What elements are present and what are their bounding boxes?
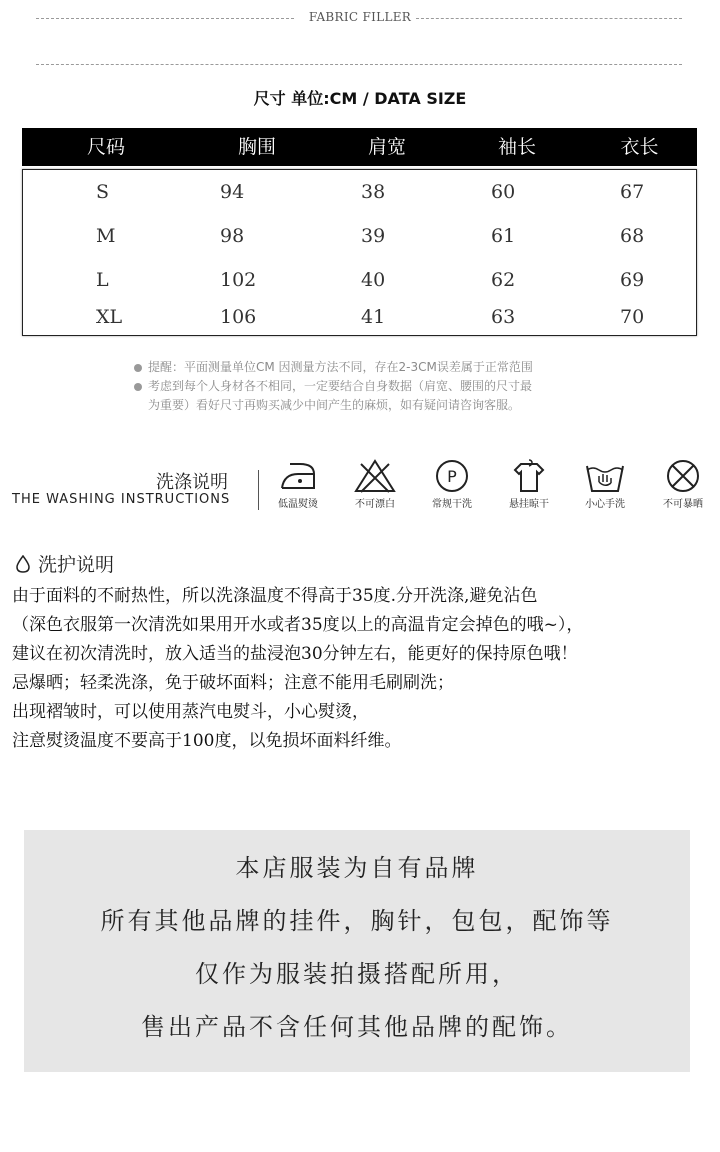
table-cell: 70 bbox=[620, 306, 645, 328]
wash-symbol bbox=[648, 458, 718, 518]
wash-symbol bbox=[263, 458, 333, 518]
care-line: 由于面料的不耐热性，所以洗涤温度不得高于35度.分开洗涤,避免沾色 bbox=[12, 586, 538, 606]
brand-line: 所有其他品牌的挂件，胸针，包包，配饰等 bbox=[100, 907, 614, 935]
table-cell: 94 bbox=[220, 181, 245, 203]
table-cell: XL bbox=[96, 306, 123, 328]
wash-symbol bbox=[494, 458, 564, 518]
note-item bbox=[132, 358, 602, 377]
table-cell: 38 bbox=[361, 181, 386, 203]
wash-label: 常规干洗 bbox=[432, 499, 472, 510]
care-line: 出现褶皱时，可以使用蒸汽电熨斗，小心熨烫， bbox=[12, 702, 369, 722]
table-row bbox=[23, 218, 696, 254]
note-text: 提醒：平面测量单位CM 因测量方法不同，存在2-3CM误差属于正常范围 bbox=[148, 360, 533, 374]
header-shoulder: 肩宽 bbox=[367, 136, 406, 158]
table-cell: 61 bbox=[491, 225, 516, 247]
bullet-icon bbox=[134, 383, 142, 391]
header-sleeve: 袖长 bbox=[497, 136, 536, 158]
care-line: 建议在初次清洗时，放入适当的盐浸泡30分钟左右，能更好的保持原色哦！ bbox=[12, 644, 578, 664]
table-row bbox=[23, 174, 696, 210]
table-cell: 60 bbox=[491, 181, 516, 203]
table-cell: 63 bbox=[491, 306, 516, 328]
table-cell: 39 bbox=[361, 225, 386, 247]
wash-label: 悬挂晾干 bbox=[509, 499, 549, 510]
wash-label: 不可暴晒 bbox=[663, 499, 703, 510]
wash-label: 不可漂白 bbox=[355, 499, 395, 510]
washing-title-cn: 洗涤说明 bbox=[156, 472, 228, 493]
care-line: 忌爆晒；轻柔洗涤，免于破坏面料；注意不能用毛刷刷洗； bbox=[12, 673, 454, 693]
washing-title-en: THE WASHING INSTRUCTIONS bbox=[12, 492, 231, 507]
svg-text:P: P bbox=[447, 467, 457, 486]
fabric-header bbox=[0, 8, 720, 30]
hang-dry-icon bbox=[507, 458, 551, 494]
wash-symbol bbox=[417, 458, 487, 518]
header-chest: 胸围 bbox=[237, 136, 276, 158]
table-row bbox=[23, 299, 696, 335]
size-table-header bbox=[22, 128, 697, 166]
care-heading-text: 洗护说明 bbox=[38, 554, 115, 576]
wash-symbol bbox=[570, 458, 640, 518]
header-divider-right bbox=[416, 18, 682, 19]
fabric-label: FABRIC FILLER bbox=[308, 10, 412, 24]
measurement-notes bbox=[132, 358, 602, 415]
table-cell: 67 bbox=[620, 181, 645, 203]
care-line: 注意熨烫温度不要高于100度，以免损坏面料纤维。 bbox=[12, 731, 402, 751]
header-size: 尺码 bbox=[87, 136, 126, 158]
wash-label: 小心手洗 bbox=[585, 499, 625, 510]
table-row bbox=[23, 262, 696, 298]
note-text: 考虑到每个人身材各不相同，一定要结合自身数据（肩宽、腰围的尺寸最 bbox=[148, 379, 533, 393]
bullet-icon bbox=[134, 364, 142, 372]
section-divider bbox=[36, 64, 682, 65]
table-cell: 68 bbox=[620, 225, 645, 247]
size-table-body bbox=[22, 169, 697, 336]
dry-clean-p-icon bbox=[430, 458, 474, 494]
table-cell: 98 bbox=[220, 225, 245, 247]
note-text: 为重要）看好尺寸再购买减少中间产生的麻烦，如有疑问请咨询客服。 bbox=[148, 398, 521, 412]
care-heading bbox=[16, 550, 114, 577]
brand-line: 本店服装为自有品牌 bbox=[235, 854, 479, 882]
wash-label: 低温熨烫 bbox=[278, 499, 318, 510]
care-instructions bbox=[12, 582, 718, 756]
table-cell: S bbox=[96, 181, 110, 203]
table-cell: M bbox=[96, 225, 116, 247]
care-line: （深色衣服第一次清洗如果用开水或者35度以上的高温肯定会掉色的哦~）， bbox=[12, 615, 584, 635]
table-cell: L bbox=[96, 269, 109, 291]
no-tumble-dry-icon bbox=[661, 458, 705, 494]
size-title: 尺寸 单位:CM / DATA SIZE bbox=[253, 89, 467, 108]
wash-symbol bbox=[340, 458, 410, 518]
table-cell: 62 bbox=[491, 269, 516, 291]
hand-wash-icon bbox=[583, 458, 627, 494]
note-item bbox=[132, 377, 602, 396]
table-cell: 106 bbox=[220, 306, 257, 328]
table-cell: 40 bbox=[361, 269, 386, 291]
water-drop-icon bbox=[16, 555, 30, 573]
brand-notice bbox=[24, 830, 690, 1072]
size-table bbox=[22, 128, 697, 336]
brand-line: 售出产品不含任何其他品牌的配饰。 bbox=[141, 1013, 573, 1041]
washing-divider bbox=[258, 470, 259, 510]
note-item-continued bbox=[132, 396, 602, 415]
brand-line: 仅作为服装拍摄搭配所用， bbox=[195, 960, 519, 988]
table-cell: 41 bbox=[361, 306, 386, 328]
no-bleach-icon bbox=[353, 458, 397, 494]
table-cell: 69 bbox=[620, 269, 645, 291]
table-cell: 102 bbox=[220, 269, 257, 291]
iron-low-icon bbox=[276, 458, 320, 494]
header-length: 衣长 bbox=[620, 136, 659, 158]
